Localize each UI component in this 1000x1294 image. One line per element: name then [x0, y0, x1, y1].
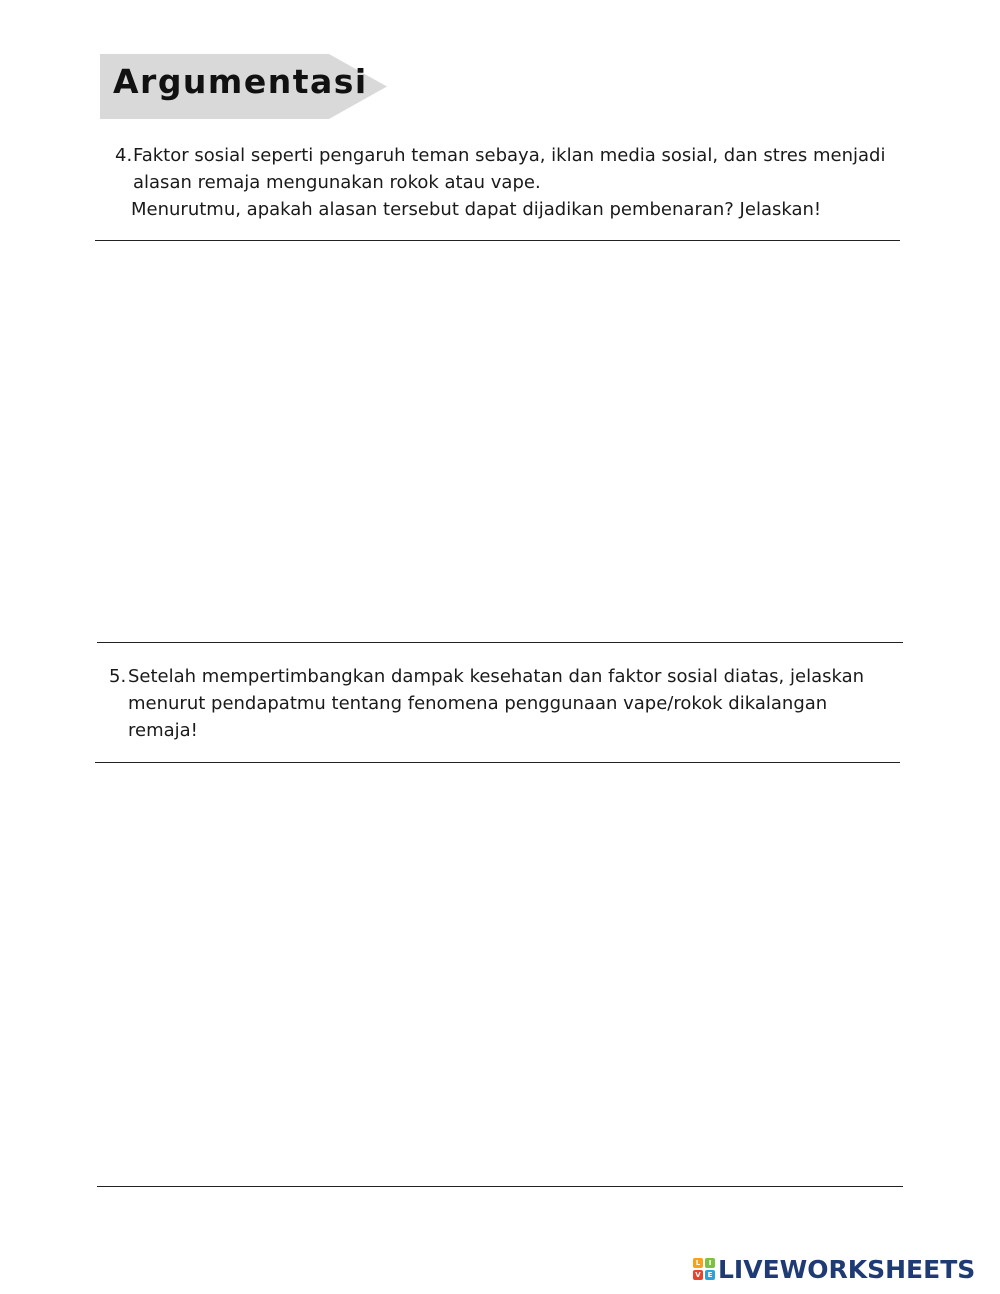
- divider-line: [97, 642, 903, 643]
- brand-name: LIVEWORKSHEETS: [718, 1255, 976, 1284]
- divider-line: [95, 240, 900, 241]
- question-number: 4.: [115, 145, 133, 166]
- question-text-line: alasan remaja mengunakan rokok atau vape.: [133, 172, 541, 193]
- logo-tile: E: [705, 1270, 715, 1280]
- question-text-line: Setelah mempertimbangkan dampak kesehatan dan faktor sosial diatas, jelaskan: [128, 666, 865, 687]
- question-text-line: remaja!: [128, 720, 198, 741]
- liveworksheets-logo-icon: [693, 1258, 715, 1280]
- question-text-line: menurut pendapatmu tentang fenomena penggunaan vape/rokok dikalangan: [128, 693, 828, 714]
- question-number: 5.: [109, 666, 127, 687]
- question-text-line: Menurutmu, apakah alasan tersebut dapat dijadikan pembenaran? Jelaskan!: [131, 199, 822, 220]
- divider-line: [95, 762, 900, 763]
- answer-area-question-5[interactable]: [97, 767, 902, 1182]
- logo-tile: V: [693, 1270, 703, 1280]
- section-title: Argumentasi: [113, 62, 368, 101]
- question-text-line: Faktor sosial seperti pengaruh teman sebaya, iklan media sosial, dan stres menjadi: [133, 145, 886, 166]
- logo-tile: L: [693, 1258, 703, 1268]
- answer-area-question-4[interactable]: [97, 245, 902, 638]
- logo-tile: I: [705, 1258, 715, 1268]
- question-5: [109, 663, 909, 745]
- divider-line: [97, 1186, 903, 1187]
- question-4: [115, 142, 915, 224]
- section-banner: [100, 54, 387, 119]
